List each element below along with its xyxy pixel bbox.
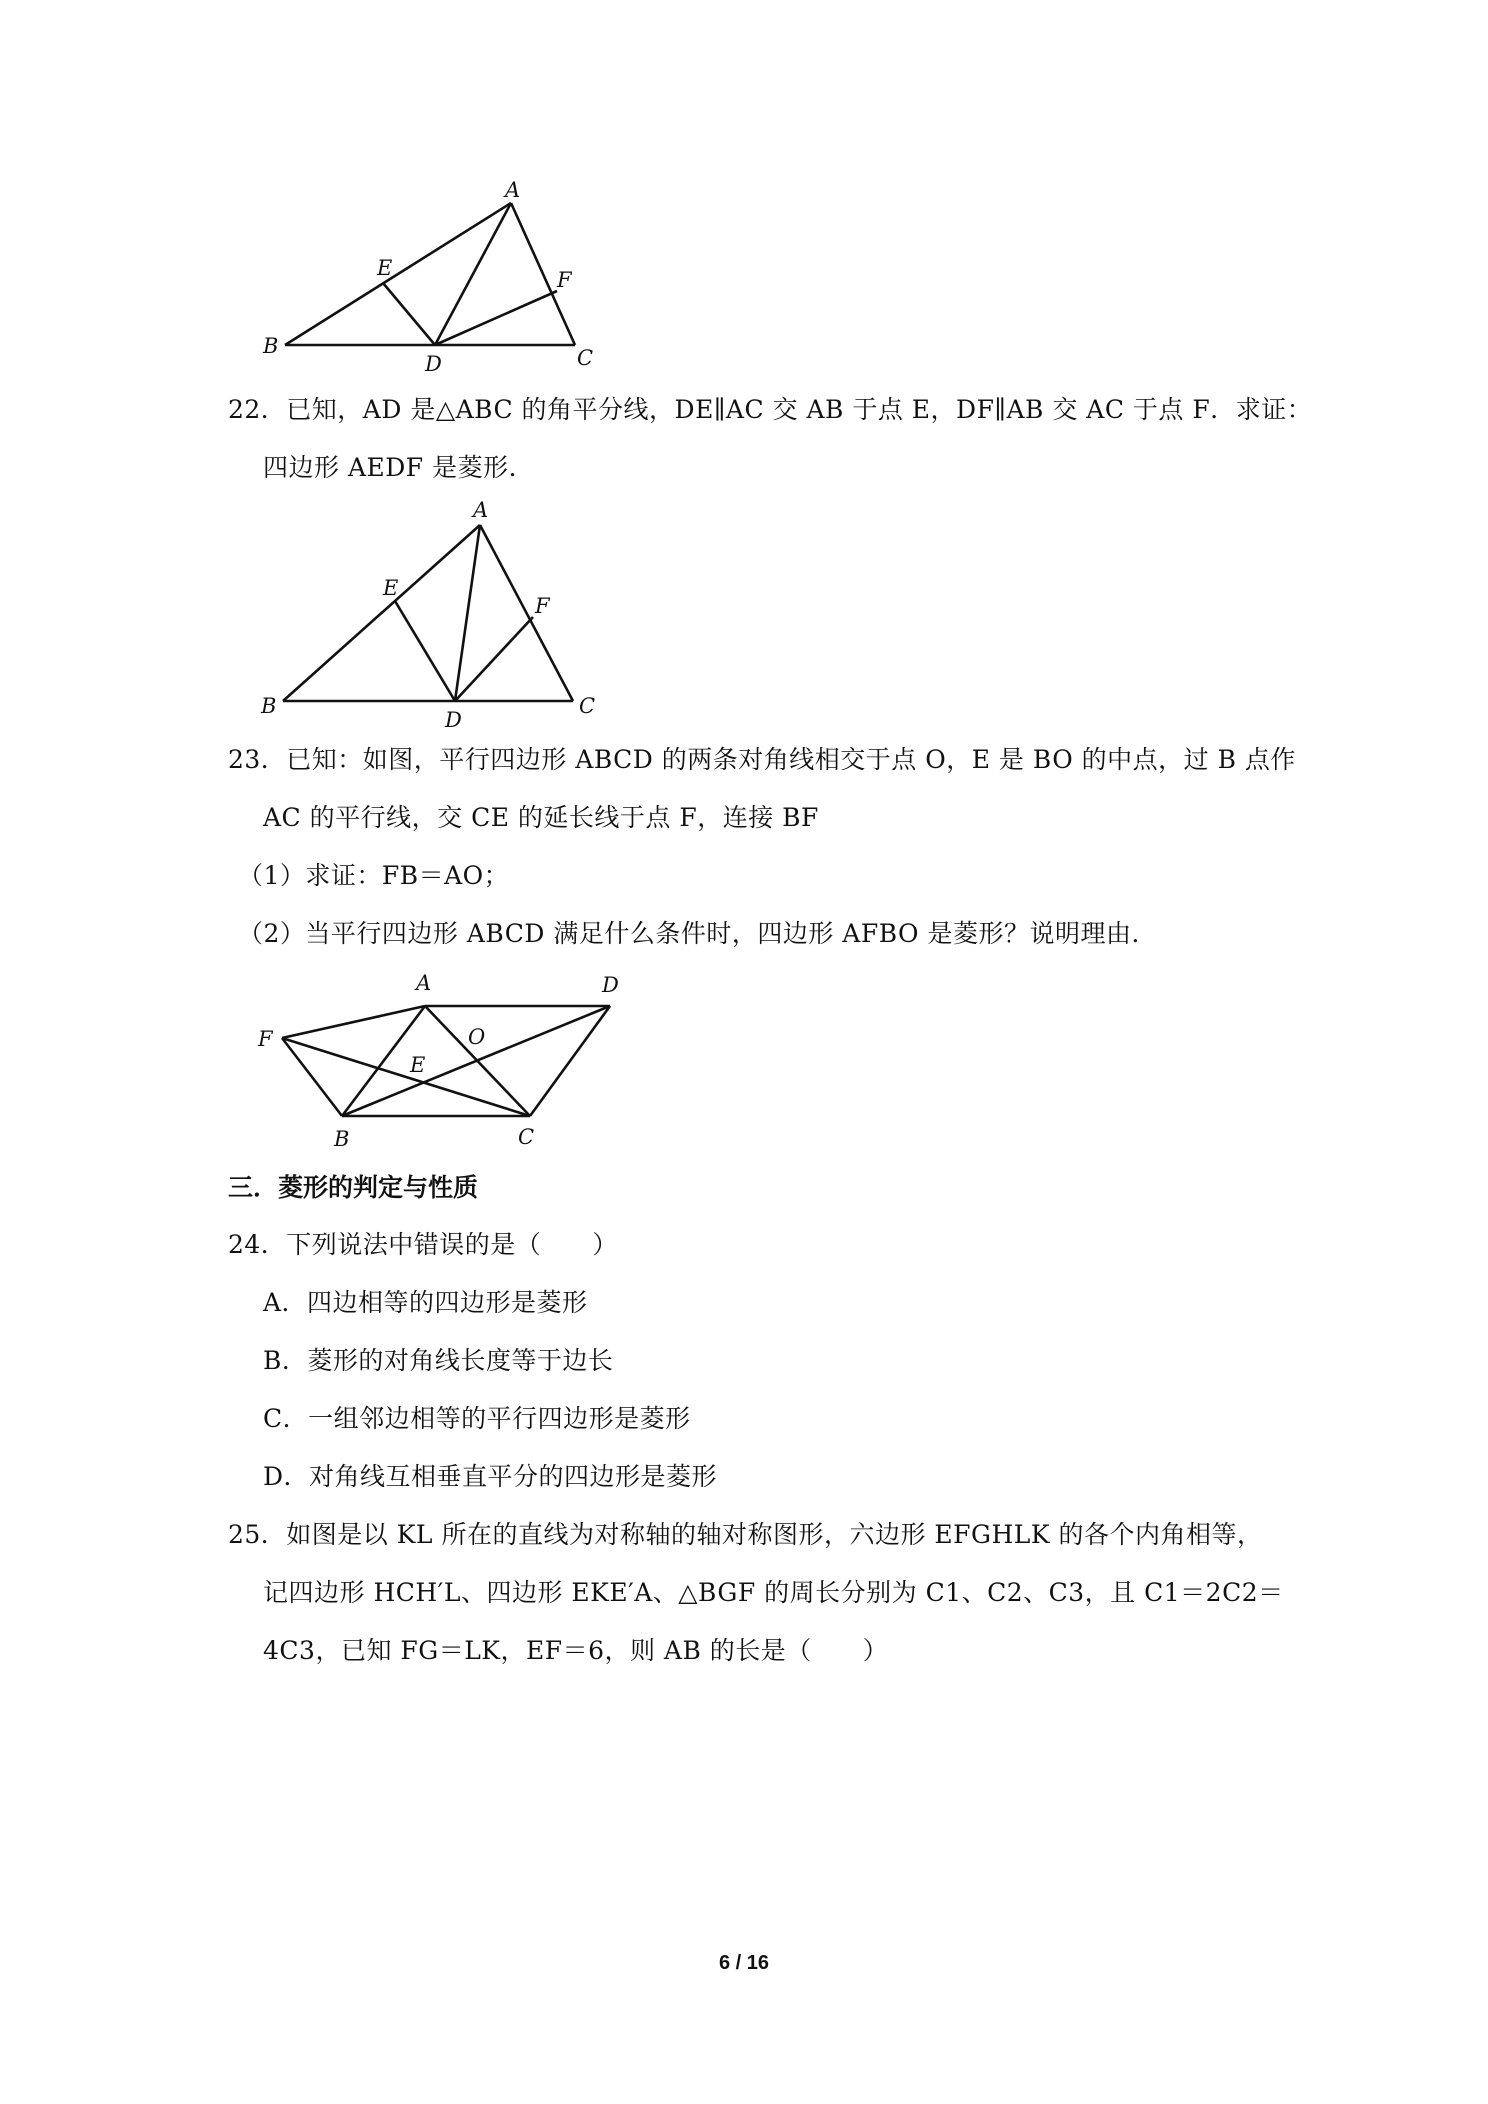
label-E: E <box>410 1053 426 1077</box>
label-D: D <box>445 708 462 730</box>
q24-option-a: A．四边相等的四边形是菱形 <box>263 1288 588 1317</box>
segment-AD <box>435 203 511 345</box>
segment-ED <box>383 283 435 345</box>
segment-ED <box>395 601 455 701</box>
segment-BA <box>285 203 511 345</box>
label-D: D <box>425 352 442 375</box>
figure-q23 <box>250 968 650 1153</box>
label-C: C <box>518 1125 535 1149</box>
label-E: E <box>377 256 393 280</box>
label-F: F <box>535 594 550 618</box>
q22-line2: 四边形 AEDF 是菱形． <box>263 453 535 482</box>
q23-part2: （2）当平行四边形 ABCD 满足什么条件时，四边形 AFBO 是菱形？说明理由． <box>238 919 1157 948</box>
section-title: 三．菱形的判定与性质 <box>228 1173 479 1202</box>
q24-stem: 24．下列说法中错误的是（ ） <box>228 1230 618 1259</box>
figure-q21 <box>255 175 615 375</box>
label-C: C <box>579 694 596 718</box>
label-A: A <box>473 498 489 522</box>
label-F: F <box>557 268 572 292</box>
label-A: A <box>416 971 432 995</box>
q23-line1: 23．已知：如图，平行四边形 ABCD 的两条对角线相交于点 O，E 是 BO 的中点，过 B 点作 <box>228 745 1296 774</box>
q24-option-b: B．菱形的对角线长度等于边长 <box>263 1346 614 1375</box>
q24-option-d: D．对角线互相垂直平分的四边形是菱形 <box>263 1462 718 1491</box>
q22-line1: 22．已知，AD 是△ABC 的角平分线，DE∥AC 交 AB 于点 E，DF∥AB 交 AC 于点 F．求证： <box>228 395 1313 424</box>
label-D: D <box>602 973 619 997</box>
page-number: 6 / 16 <box>718 1952 770 1974</box>
q25-line3: 4C3，已知 FG＝LK，EF＝6，则 AB 的长是（ ） <box>263 1636 889 1665</box>
segment-DF <box>455 617 533 701</box>
q25-line2: 记四边形 HCH′L、四边形 EKE′A、△BGF 的周长分别为 C1、C2、C3，且 C1＝2C2＝ <box>263 1578 1284 1607</box>
label-B: B <box>334 1127 350 1151</box>
q23-part1: （1）求证：FB＝AO； <box>238 861 510 890</box>
label-B: B <box>261 694 277 718</box>
segment-AD <box>455 525 480 701</box>
segment-DF <box>435 291 557 345</box>
label-O: O <box>468 1025 486 1049</box>
segment-AC <box>480 525 573 701</box>
label-B: B <box>263 334 279 358</box>
segment-FB <box>282 1038 342 1116</box>
label-A: A <box>505 178 521 202</box>
figure-q22 <box>255 495 615 730</box>
segment-BA <box>283 525 480 701</box>
label-E: E <box>383 576 399 600</box>
q24-option-c: C．一组邻边相等的平行四边形是菱形 <box>263 1404 691 1433</box>
q23-line2: AC 的平行线，交 CE 的延长线于点 F，连接 BF <box>263 803 819 832</box>
label-C: C <box>577 346 594 370</box>
q25-line1: 25．如图是以 KL 所在的直线为对称轴的轴对称图形，六边形 EFGHLK 的各个内角相等， <box>228 1520 1263 1549</box>
label-F: F <box>258 1027 273 1051</box>
